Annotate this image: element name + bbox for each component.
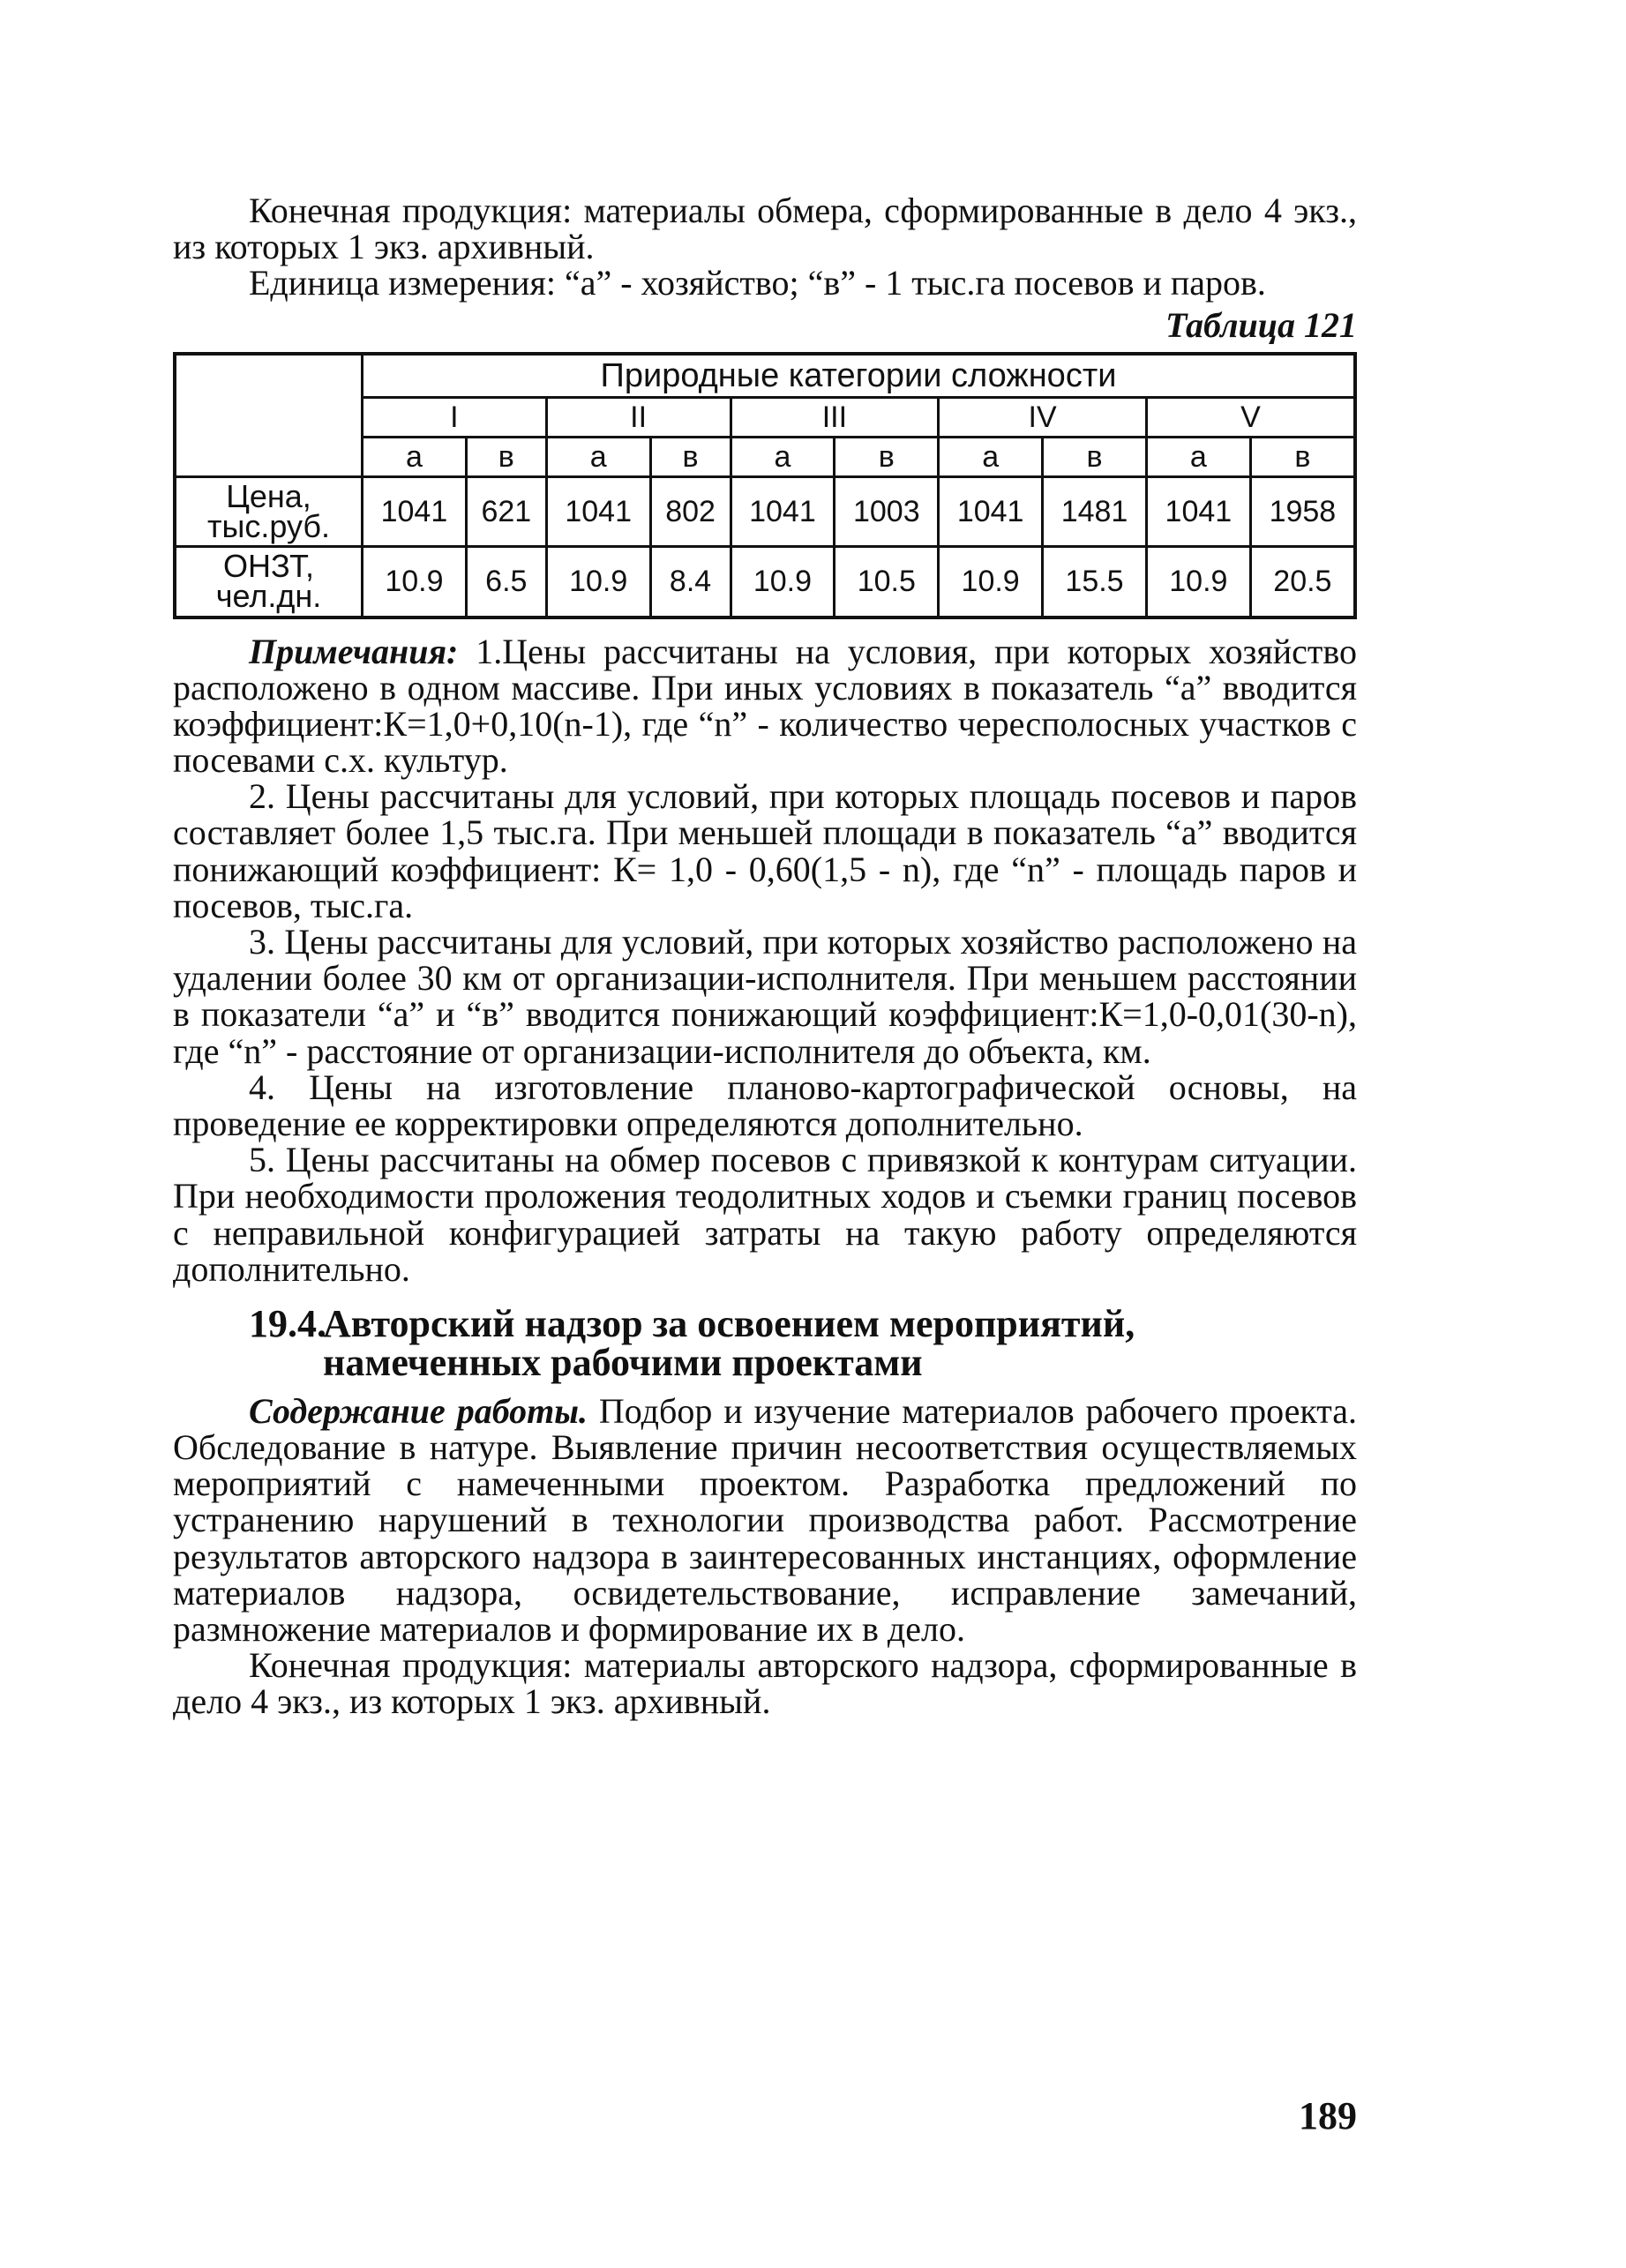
table-corner-cell	[175, 354, 363, 477]
table-cell: 10.9	[363, 547, 467, 618]
section-content	[173, 1390, 1357, 1649]
table-header-row-categories	[175, 354, 1355, 398]
group-header: I	[363, 397, 547, 437]
row-label: Цена, тыс.руб.	[175, 476, 363, 546]
intro-paragraph-unit: Единица измерения: “а” - хозяйство; “в” - 1 тыс.га посевов и паров.	[249, 263, 1266, 303]
section-heading	[173, 1301, 1357, 1384]
table-cell: 10.9	[1146, 547, 1250, 618]
page-number: 189	[1299, 2094, 1357, 2137]
content-label: Содержание работы.	[249, 1390, 588, 1431]
table-caption: Таблица 121	[1165, 304, 1357, 345]
table-cell: 6.5	[466, 547, 546, 618]
table-cell: 1041	[363, 476, 467, 546]
note-4: 4. Цены на изготовление планово-картографической основы, на проведение ее корректировки определяются дополнительно.	[173, 1067, 1357, 1143]
document-page	[173, 192, 1357, 1720]
table-cell: 1041	[546, 476, 650, 546]
subhead-cell: в	[1043, 437, 1147, 476]
group-header: II	[546, 397, 731, 437]
table-cell: 1041	[939, 476, 1043, 546]
table-row-price	[175, 476, 1355, 546]
subhead-cell: в	[835, 437, 939, 476]
subhead-cell: в	[1250, 437, 1355, 476]
note-2: 2. Цены рассчитаны для условий, при которых площадь посевов и паров составляет более 1,5 тыс.га. При меньшей площади в показатель “а” вводится понижающий коэффициент: К= 1,0 - 0,60(1,5 - n), где “n” - площадь паров и посевов, тыс.га.	[173, 776, 1357, 925]
intro-paragraph-product: Конечная продукция: материалы обмера, сформированные в дело 4 экз., из которых 1 экз. архивный.	[173, 191, 1357, 267]
table-cell: 20.5	[1250, 547, 1355, 618]
subhead-cell: а	[546, 437, 650, 476]
group-header: V	[1146, 397, 1355, 437]
subhead-cell: в	[650, 437, 731, 476]
group-header: IV	[939, 397, 1147, 437]
subhead-cell: в	[466, 437, 546, 476]
price-table	[173, 352, 1357, 619]
table-cell: 1958	[1250, 476, 1355, 546]
subhead-cell: а	[363, 437, 467, 476]
subhead-cell: а	[731, 437, 835, 476]
table-cell: 15.5	[1043, 547, 1147, 618]
table-cell: 621	[466, 476, 546, 546]
subhead-cell: а	[939, 437, 1043, 476]
table-cell: 1003	[835, 476, 939, 546]
section-number-text: 19.4.	[249, 1301, 326, 1345]
section-number	[173, 1301, 326, 1382]
table-row-labor	[175, 547, 1355, 618]
notes-title: Примечания:	[249, 631, 459, 671]
table-cell: 1041	[731, 476, 835, 546]
content-text: Подбор и изучение материалов рабочего проекта. Обследование в натуре. Выявление причин несоответствия осуществляемых мероприятий с намеченными проектом. Разработка предложений по устранению нарушений в технологии производства работ. Рассмотрение результатов авторского надзора в заинтересованных инстанциях, оформление материалов надзора, освидетельствование, исправление замечаний, размножение материалов и формирование их в дело.	[173, 1390, 1357, 1649]
category-header: Природные категории сложности	[363, 354, 1356, 398]
subhead-cell: а	[1146, 437, 1250, 476]
table-cell: 1481	[1043, 476, 1147, 546]
table-cell: 802	[650, 476, 731, 546]
table-cell: 8.4	[650, 547, 731, 618]
table-cell: 10.9	[546, 547, 650, 618]
note-1-text: 1.Цены рассчитаны на условия, при которых хозяйство расположено в одном массиве. При иных условиях в показатель “а” вводится коэффициент:К=1,0+0,10(n-1), где “n” - количество чересполосных участков с посевами с.х. культур.	[173, 631, 1358, 781]
section-title: Авторский надзор за освоением мероприятий, намеченных рабочими проектами	[323, 1301, 1135, 1384]
section-product: Конечная продукция: материалы авторского надзора, сформированные в дело 4 экз., из которых 1 экз. архивный.	[173, 1645, 1357, 1722]
table-cell: 10.5	[835, 547, 939, 618]
note-1	[173, 633, 1357, 779]
group-header: III	[731, 397, 939, 437]
table-cell: 10.9	[731, 547, 835, 618]
note-5: 5. Цены рассчитаны на обмер посевов с привязкой к контурам ситуации. При необходимости проложения теодолитных ходов и съемки границ посевов с неправильной конфигурацией затраты на такую работу определяются дополнительно.	[173, 1140, 1357, 1289]
row-label: ОНЗТ, чел.дн.	[175, 547, 363, 618]
note-3: 3. Цены рассчитаны для условий, при которых хозяйство расположено на удалении более 30 км от организации-исполнителя. При меньшем расстоянии в показатели “а” и “в” вводится понижающий коэффициент:К=1,0-0,01(30-n), где “n” - расстояние от организации-исполнителя до объекта, км.	[173, 922, 1357, 1071]
table-cell: 1041	[1146, 476, 1250, 546]
table-cell: 10.9	[939, 547, 1043, 618]
